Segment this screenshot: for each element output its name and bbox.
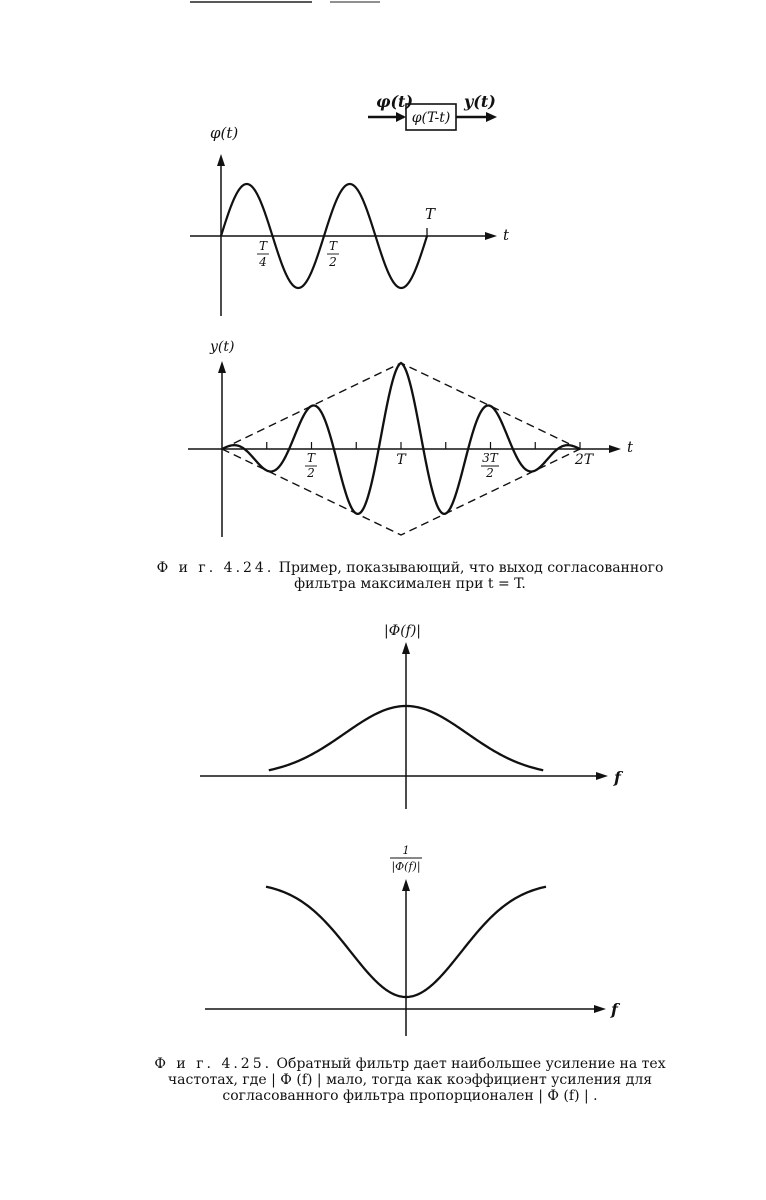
chart3-x-arrowhead <box>596 772 608 780</box>
caption-fig-4-25 <box>150 1056 670 1104</box>
caption-fig-4-25-line1 <box>150 1056 670 1072</box>
chart4-y-arrowhead <box>402 879 410 891</box>
chart1-tick-label-T4 <box>257 239 269 269</box>
chart3-y-arrowhead <box>402 642 410 654</box>
chart2-tick-label-T: T <box>396 452 406 468</box>
caption-fig-4-24-text1: Пример, показывающий, что выход согласованного <box>278 560 664 576</box>
caption-fig-4-24-line1 <box>150 560 670 576</box>
chart2-output-curve <box>222 363 580 514</box>
chart3-y-label: |Φ(f)| <box>384 623 422 639</box>
header-rule <box>0 0 766 10</box>
chart4-y-label-num: 1 <box>402 844 410 857</box>
chart1-tick-T4-den: 4 <box>259 255 267 269</box>
chart1-x-arrowhead <box>485 232 497 240</box>
chart2-tick-T2-den: 2 <box>307 466 315 480</box>
chart1-y-arrowhead <box>217 154 225 166</box>
caption-fig-4-25-line2: частотах, где | Ф (f) | мало, тогда как коэффициент усиления для <box>167 1072 653 1088</box>
block-input-label: φ(t) <box>376 92 414 111</box>
chart3-x-label: f <box>614 768 621 787</box>
chart1-x-label: t <box>503 226 510 244</box>
phi-f-magnitude-chart <box>0 615 766 815</box>
chart2-tick-3T2-num: 3T <box>482 451 498 465</box>
caption-fig-4-25-text1: Обратный фильтр дает наибольшее усиление на тех <box>276 1056 666 1072</box>
inverse-phi-f-chart <box>0 840 766 1040</box>
chart1-tick-T2-den: 2 <box>329 255 337 269</box>
chart2-x-label: t <box>627 438 634 456</box>
chart2-y-arrowhead <box>218 361 226 373</box>
chart2-tick-label-3T2 <box>481 451 499 480</box>
chart1-tick-T2-num: T <box>328 239 338 253</box>
chart4-x-arrowhead <box>594 1005 606 1013</box>
chart1-tick-label-T: T <box>424 205 436 223</box>
caption-fig-4-25-line3: согласованного фильтра пропорционален | Ф (f) | . <box>222 1088 598 1104</box>
chart2-tick-label-T2 <box>305 451 317 480</box>
chart2-y-label: y(t) <box>210 339 235 355</box>
chart4-y-label-den: |Φ(f)| <box>391 860 421 873</box>
chart1-tick-label-T2 <box>327 239 339 269</box>
phi-t-chart <box>0 120 766 320</box>
block-output-label: y(t) <box>464 92 496 111</box>
chart1-y-label: φ(t) <box>210 124 239 142</box>
chart2-x-arrowhead <box>609 445 621 453</box>
chart1-tick-T4-num: T <box>258 239 268 253</box>
caption-fig-4-24 <box>150 560 670 592</box>
caption-fig-4-24-line2: фильтра максимален при t = T. <box>294 576 526 592</box>
y-t-chart <box>0 335 766 545</box>
caption-fig-4-24-label: Ф и г. 4.24. <box>156 560 275 576</box>
chart2-tick-T2-num: T <box>306 451 316 465</box>
chart4-x-label: f <box>611 1000 618 1019</box>
chart2-tick-3T2-den: 2 <box>486 466 494 480</box>
filter-box-label: φ(T-t) <box>411 110 451 126</box>
chart2-tick-label-2T: 2T <box>574 452 594 468</box>
caption-fig-4-25-label: Ф и г. 4.25. <box>154 1056 273 1072</box>
